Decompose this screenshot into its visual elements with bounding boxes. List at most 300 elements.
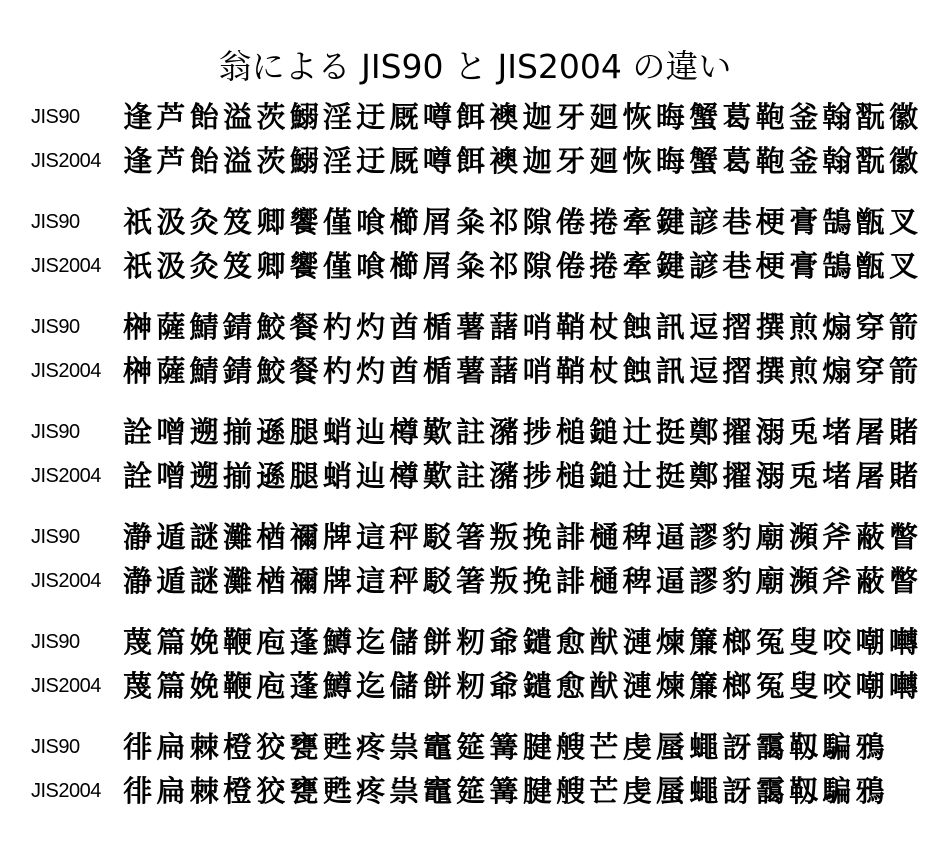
kanji-glyph: 楢 (256, 520, 286, 554)
kanji-glyph: 蔽 (855, 520, 885, 554)
kanji-glyph: 鄭 (689, 459, 719, 493)
kanji-glyph: 篝 (489, 774, 519, 808)
kanji-glyph: 穿 (855, 354, 885, 388)
kanji-glyph: 挺 (655, 415, 685, 449)
kanji-glyph: 捗 (522, 459, 552, 493)
kanji-glyph: 哨 (522, 310, 552, 344)
kanji-glyph: 煽 (822, 354, 852, 388)
kanji-glyph: 杖 (589, 310, 619, 344)
kanji-glyph: 愈 (556, 625, 586, 659)
kanji-glyph: 豹 (722, 520, 752, 554)
kanji-glyph: 箭 (888, 354, 918, 388)
kanji-glyph: 駁 (422, 564, 452, 598)
kanji-glyph: 膏 (789, 249, 819, 283)
kanji-glyph: 祟 (389, 774, 419, 808)
row-label: JIS2004 (31, 360, 101, 382)
kanji-glyph: 辻 (622, 415, 652, 449)
kanji-glyph: 筵 (456, 730, 486, 764)
kanji-glyph: 廻 (589, 100, 619, 134)
kanji-glyph: 橙 (223, 774, 253, 808)
kanji-glyph: 遜 (256, 459, 286, 493)
row-label: JIS2004 (31, 780, 101, 802)
kanji-glyph: 饗 (289, 249, 319, 283)
kanji-glyph: 錆 (223, 354, 253, 388)
kanji-glyph: 穿 (855, 310, 885, 344)
kanji-glyph: 籾 (456, 625, 486, 659)
kanji-glyph: 嘲 (855, 625, 885, 659)
kanji-glyph: 遡 (189, 415, 219, 449)
jis90-row (0, 725, 950, 769)
kanji-glyph: 甦 (322, 730, 352, 764)
kanji-glyph: 餌 (456, 144, 486, 178)
kanji-glyph: 牙 (556, 100, 586, 134)
kanji-glyph: 辻 (622, 459, 652, 493)
kanji-glyph: 煉 (655, 625, 685, 659)
kanji-glyph: 叛 (489, 520, 519, 554)
row-label: JIS90 (31, 526, 80, 548)
kanji-glyph: 櫛 (389, 249, 419, 283)
kanji-glyph: 叟 (789, 669, 819, 703)
kanji-glyph: 棘 (189, 774, 219, 808)
kanji-glyph: 逢 (123, 100, 153, 134)
kanji-glyph: 饗 (289, 205, 319, 239)
kanji-glyph: 灸 (189, 249, 219, 283)
glyph-list (121, 559, 920, 603)
glyph-list (121, 244, 920, 288)
kanji-glyph: 煎 (789, 354, 819, 388)
kanji-glyph: 餐 (289, 354, 319, 388)
kanji-glyph: 爺 (489, 669, 519, 703)
kanji-glyph: 藷 (489, 354, 519, 388)
jis90-row (0, 95, 950, 139)
kanji-glyph: 稗 (622, 520, 652, 554)
kanji-glyph: 芒 (589, 774, 619, 808)
kanji-glyph: 豹 (722, 564, 752, 598)
kanji-glyph: 翰 (822, 144, 852, 178)
kanji-glyph: 叛 (489, 564, 519, 598)
jis2004-row (0, 139, 950, 183)
kanji-glyph: 蜃 (655, 774, 685, 808)
kanji-glyph: 鯖 (189, 354, 219, 388)
jis90-row (0, 515, 950, 559)
kanji-glyph: 恢 (622, 144, 652, 178)
kanji-glyph: 瀞 (123, 564, 153, 598)
kanji-glyph: 蟹 (689, 100, 719, 134)
kanji-glyph: 愈 (556, 669, 586, 703)
kanji-glyph: 酋 (389, 310, 419, 344)
row-label: JIS90 (31, 631, 80, 653)
glyph-list (121, 305, 920, 349)
kanji-glyph: 徽 (888, 100, 918, 134)
kanji-glyph: 徘 (123, 730, 153, 764)
kanji-glyph: 隙 (522, 205, 552, 239)
kanji-glyph: 甕 (289, 730, 319, 764)
kanji-glyph: 祟 (389, 730, 419, 764)
kanji-glyph: 牽 (622, 205, 652, 239)
kanji-glyph: 撰 (755, 310, 785, 344)
kanji-glyph: 鑓 (522, 625, 552, 659)
kanji-glyph: 箸 (456, 520, 486, 554)
row-label: JIS2004 (31, 150, 101, 172)
glyph-list (121, 410, 920, 454)
kanji-glyph: 瀕 (789, 520, 819, 554)
kanji-glyph: 詮 (123, 415, 153, 449)
kanji-glyph: 揃 (223, 459, 253, 493)
glyph-list (121, 515, 920, 559)
kanji-glyph: 疼 (356, 730, 386, 764)
kanji-glyph: 薩 (156, 354, 186, 388)
kanji-glyph: 腱 (522, 774, 552, 808)
kanji-glyph: 咬 (822, 669, 852, 703)
kanji-glyph: 溢 (223, 100, 253, 134)
kanji-glyph: 薯 (456, 310, 486, 344)
kanji-glyph: 篝 (489, 730, 519, 764)
kanji-glyph: 兎 (789, 415, 819, 449)
kanji-glyph: 鯖 (189, 310, 219, 344)
kanji-glyph: 挽 (522, 520, 552, 554)
kanji-glyph: 僅 (322, 249, 352, 283)
kanji-glyph: 樽 (389, 459, 419, 493)
kanji-glyph: 茨 (256, 100, 286, 134)
kanji-glyph: 簾 (689, 625, 719, 659)
kanji-glyph: 巷 (722, 249, 752, 283)
kanji-glyph: 註 (456, 415, 486, 449)
kanji-glyph: 櫛 (389, 205, 419, 239)
kanji-glyph: 鞘 (556, 310, 586, 344)
kanji-glyph: 叟 (789, 625, 819, 659)
kanji-glyph: 芦 (156, 144, 186, 178)
row-label: JIS90 (31, 106, 80, 128)
kanji-glyph: 屠 (855, 415, 885, 449)
kanji-glyph: 嘲 (855, 669, 885, 703)
kanji-glyph: 庖 (256, 669, 286, 703)
kanji-glyph: 屑 (422, 249, 452, 283)
kanji-glyph: 煎 (789, 310, 819, 344)
kanji-glyph: 騙 (822, 730, 852, 764)
kanji-glyph: 杖 (589, 354, 619, 388)
kanji-glyph: 鄭 (689, 415, 719, 449)
comparison-group (0, 305, 950, 393)
kanji-glyph: 鴉 (855, 730, 885, 764)
kanji-glyph: 逗 (689, 354, 719, 388)
kanji-glyph: 靱 (789, 730, 819, 764)
kanji-glyph: 槌 (556, 459, 586, 493)
kanji-glyph: 儲 (389, 669, 419, 703)
kanji-glyph: 蛸 (322, 459, 352, 493)
glyph-list (121, 95, 920, 139)
kanji-glyph: 溺 (755, 459, 785, 493)
kanji-glyph: 橙 (223, 730, 253, 764)
kanji-glyph: 稗 (622, 564, 652, 598)
kanji-glyph: 甕 (289, 774, 319, 808)
kanji-glyph: 蓬 (289, 669, 319, 703)
kanji-glyph: 逼 (655, 520, 685, 554)
kanji-glyph: 擢 (722, 415, 752, 449)
kanji-glyph: 杓 (322, 354, 352, 388)
kanji-glyph: 翰 (822, 100, 852, 134)
kanji-glyph: 牙 (556, 144, 586, 178)
kanji-glyph: 蝕 (622, 354, 652, 388)
kanji-glyph: 扁 (156, 774, 186, 808)
jis2004-row (0, 559, 950, 603)
kanji-glyph: 挺 (655, 459, 685, 493)
kanji-glyph: 鰯 (289, 144, 319, 178)
kanji-glyph: 註 (456, 459, 486, 493)
glyph-list (121, 769, 887, 813)
kanji-glyph: 這 (356, 520, 386, 554)
kanji-glyph: 鞭 (223, 669, 253, 703)
kanji-glyph: 晦 (655, 144, 685, 178)
kanji-glyph: 迂 (356, 100, 386, 134)
kanji-glyph: 廻 (589, 144, 619, 178)
kanji-glyph: 樋 (589, 564, 619, 598)
kanji-glyph: 蓬 (289, 625, 319, 659)
kanji-glyph: 甑 (855, 205, 885, 239)
kanji-glyph: 狡 (256, 774, 286, 808)
kanji-glyph: 楯 (422, 354, 452, 388)
comparison-group (0, 515, 950, 603)
kanji-glyph: 槌 (556, 415, 586, 449)
kanji-glyph: 迂 (356, 144, 386, 178)
kanji-glyph: 斧 (822, 520, 852, 554)
kanji-glyph: 淫 (322, 100, 352, 134)
kanji-glyph: 薩 (156, 310, 186, 344)
kanji-glyph: 牽 (622, 249, 652, 283)
kanji-glyph: 蠅 (689, 730, 719, 764)
kanji-glyph: 誹 (556, 520, 586, 554)
kanji-glyph: 榔 (722, 669, 752, 703)
kanji-glyph: 牌 (322, 564, 352, 598)
glyph-list (121, 200, 920, 244)
kanji-glyph: 詮 (123, 459, 153, 493)
kanji-glyph: 藷 (489, 310, 519, 344)
kanji-glyph: 晦 (655, 100, 685, 134)
kanji-glyph: 駁 (422, 520, 452, 554)
kanji-glyph: 喰 (356, 205, 386, 239)
kanji-glyph: 儲 (389, 625, 419, 659)
row-label: JIS90 (31, 211, 80, 233)
kanji-glyph: 迦 (522, 144, 552, 178)
kanji-glyph: 灘 (223, 564, 253, 598)
kanji-glyph: 杓 (322, 310, 352, 344)
kanji-glyph: 鍵 (655, 205, 685, 239)
kanji-glyph: 謎 (189, 520, 219, 554)
kanji-glyph: 厩 (389, 100, 419, 134)
jis90-row (0, 200, 950, 244)
kanji-glyph: 樋 (589, 520, 619, 554)
kanji-glyph: 灼 (356, 310, 386, 344)
kanji-glyph: 祁 (489, 249, 519, 283)
kanji-glyph: 襖 (489, 144, 519, 178)
kanji-glyph: 靱 (789, 774, 819, 808)
kanji-glyph: 諺 (689, 249, 719, 283)
kanji-glyph: 籾 (456, 669, 486, 703)
page-title: 翁による JIS90 と JIS2004 の違い (218, 47, 732, 87)
kanji-glyph: 薯 (456, 354, 486, 388)
kanji-glyph: 僅 (322, 205, 352, 239)
kanji-glyph: 哨 (522, 354, 552, 388)
glyph-list (121, 664, 920, 708)
comparison-group (0, 620, 950, 708)
kanji-glyph: 訊 (655, 354, 685, 388)
jis2004-row (0, 349, 950, 393)
kanji-glyph: 楢 (256, 564, 286, 598)
kanji-glyph: 鰯 (289, 100, 319, 134)
kanji-glyph: 囀 (888, 625, 918, 659)
glyph-list (121, 349, 920, 393)
kanji-glyph: 這 (356, 564, 386, 598)
kanji-glyph: 廟 (755, 520, 785, 554)
kanji-glyph: 鮫 (256, 310, 286, 344)
kanji-glyph: 酋 (389, 354, 419, 388)
row-label: JIS2004 (31, 675, 101, 697)
kanji-glyph: 餅 (422, 669, 452, 703)
row-label: JIS2004 (31, 255, 101, 277)
kanji-glyph: 箭 (888, 310, 918, 344)
kanji-glyph: 疼 (356, 774, 386, 808)
comparison-group (0, 200, 950, 288)
row-label: JIS2004 (31, 465, 101, 487)
kanji-glyph: 娩 (189, 669, 219, 703)
kanji-glyph: 鱒 (322, 669, 352, 703)
kanji-glyph: 翫 (855, 144, 885, 178)
kanji-glyph: 揃 (223, 415, 253, 449)
kanji-glyph: 咬 (822, 625, 852, 659)
kanji-glyph: 棘 (189, 730, 219, 764)
kanji-glyph: 襖 (489, 100, 519, 134)
kanji-glyph: 迄 (356, 669, 386, 703)
kanji-glyph: 甑 (855, 249, 885, 283)
kanji-glyph: 灼 (356, 354, 386, 388)
kanji-glyph: 喰 (356, 249, 386, 283)
jis90-row (0, 305, 950, 349)
kanji-glyph: 猷 (589, 669, 619, 703)
kanji-glyph: 鎚 (589, 415, 619, 449)
kanji-glyph: 賭 (888, 415, 918, 449)
kanji-glyph: 溢 (223, 144, 253, 178)
kanji-glyph: 騙 (822, 774, 852, 808)
kanji-glyph: 葛 (722, 144, 752, 178)
kanji-glyph: 竈 (422, 774, 452, 808)
kanji-glyph: 巷 (722, 205, 752, 239)
kanji-glyph: 鱒 (322, 625, 352, 659)
kanji-glyph: 廟 (755, 564, 785, 598)
kanji-glyph: 艘 (556, 730, 586, 764)
kanji-glyph: 囀 (888, 669, 918, 703)
kanji-glyph: 楯 (422, 310, 452, 344)
kanji-glyph: 腿 (289, 415, 319, 449)
kanji-glyph: 梗 (755, 205, 785, 239)
kanji-glyph: 遁 (156, 520, 186, 554)
kanji-glyph: 灘 (223, 520, 253, 554)
kanji-glyph: 瀦 (489, 415, 519, 449)
kanji-glyph: 粂 (456, 205, 486, 239)
jis2004-row (0, 664, 950, 708)
kanji-glyph: 蔽 (855, 564, 885, 598)
kanji-glyph: 蠅 (689, 774, 719, 808)
kanji-glyph: 徘 (123, 774, 153, 808)
kanji-glyph: 捗 (522, 415, 552, 449)
kanji-glyph: 飴 (189, 100, 219, 134)
glyph-list (121, 620, 920, 664)
kanji-glyph: 歎 (422, 459, 452, 493)
comparison-table (0, 95, 950, 830)
kanji-glyph: 鞘 (556, 354, 586, 388)
kanji-glyph: 遜 (256, 415, 286, 449)
kanji-glyph: 腿 (289, 459, 319, 493)
jis2004-row (0, 454, 950, 498)
kanji-glyph: 屑 (422, 205, 452, 239)
kanji-glyph: 挽 (522, 564, 552, 598)
kanji-glyph: 秤 (389, 520, 419, 554)
kanji-glyph: 訝 (722, 774, 752, 808)
kanji-glyph: 瞥 (888, 564, 918, 598)
kanji-glyph: 祇 (123, 249, 153, 283)
kanji-glyph: 隙 (522, 249, 552, 283)
kanji-glyph: 鞄 (755, 144, 785, 178)
kanji-glyph: 堵 (822, 459, 852, 493)
kanji-glyph: 膏 (789, 205, 819, 239)
kanji-glyph: 芦 (156, 100, 186, 134)
kanji-glyph: 辿 (356, 415, 386, 449)
kanji-glyph: 撰 (755, 354, 785, 388)
kanji-glyph: 逗 (689, 310, 719, 344)
kanji-glyph: 粂 (456, 249, 486, 283)
kanji-glyph: 腱 (522, 730, 552, 764)
kanji-glyph: 遡 (189, 459, 219, 493)
kanji-glyph: 狡 (256, 730, 286, 764)
jis2004-row (0, 769, 950, 813)
kanji-glyph: 爺 (489, 625, 519, 659)
kanji-glyph: 訊 (655, 310, 685, 344)
kanji-glyph: 篇 (156, 669, 186, 703)
kanji-glyph: 堵 (822, 415, 852, 449)
kanji-glyph: 倦 (556, 249, 586, 283)
kanji-glyph: 箸 (456, 564, 486, 598)
kanji-glyph: 榊 (123, 354, 153, 388)
kanji-glyph: 娩 (189, 625, 219, 659)
kanji-glyph: 擢 (722, 459, 752, 493)
kanji-glyph: 鍵 (655, 249, 685, 283)
comparison-group (0, 725, 950, 813)
kanji-glyph: 迦 (522, 100, 552, 134)
kanji-glyph: 蟹 (689, 144, 719, 178)
kanji-glyph: 謎 (189, 564, 219, 598)
kanji-glyph: 辿 (356, 459, 386, 493)
kanji-glyph: 猷 (589, 625, 619, 659)
kanji-glyph: 斧 (822, 564, 852, 598)
kanji-glyph: 蜃 (655, 730, 685, 764)
kanji-glyph: 灸 (189, 205, 219, 239)
kanji-glyph: 煽 (822, 310, 852, 344)
kanji-glyph: 瀦 (489, 459, 519, 493)
kanji-glyph: 捲 (589, 205, 619, 239)
kanji-glyph: 蔑 (123, 625, 153, 659)
kanji-glyph: 謬 (689, 520, 719, 554)
glyph-list (121, 454, 920, 498)
kanji-glyph: 鴉 (855, 774, 885, 808)
kanji-glyph: 諺 (689, 205, 719, 239)
kanji-glyph: 鎚 (589, 459, 619, 493)
kanji-glyph: 餌 (456, 100, 486, 134)
kanji-glyph: 卿 (256, 249, 286, 283)
row-label: JIS90 (31, 316, 80, 338)
kanji-glyph: 鑓 (522, 669, 552, 703)
kanji-glyph: 逢 (123, 144, 153, 178)
row-label: JIS2004 (31, 570, 101, 592)
kanji-glyph: 翫 (855, 100, 885, 134)
kanji-glyph: 樽 (389, 415, 419, 449)
